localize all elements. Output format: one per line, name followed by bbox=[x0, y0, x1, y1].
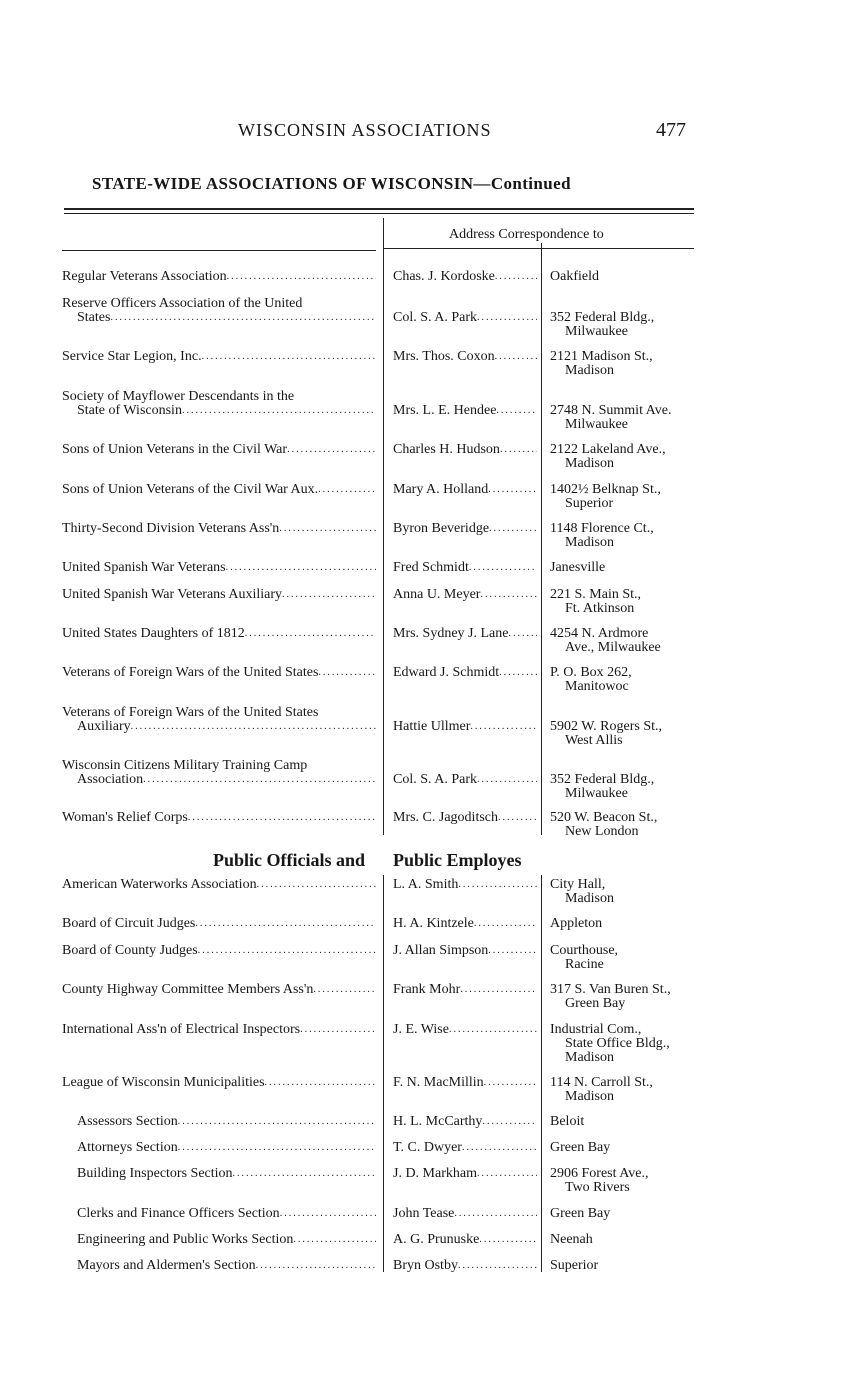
address-line: Madison bbox=[565, 363, 614, 378]
association-name bbox=[77, 1141, 376, 1155]
contact-person bbox=[393, 588, 537, 602]
association-name bbox=[62, 811, 376, 825]
column-divider-4 bbox=[541, 875, 542, 1272]
address-line: 352 Federal Bldg., bbox=[550, 773, 655, 787]
contact-person-name: Col. S. A. Park bbox=[393, 311, 478, 325]
address bbox=[550, 720, 700, 748]
contact-person bbox=[393, 720, 537, 734]
address bbox=[550, 404, 700, 432]
association-name bbox=[62, 983, 376, 997]
column-divider-1 bbox=[383, 218, 384, 835]
address bbox=[550, 983, 700, 1011]
column-divider-2 bbox=[541, 243, 542, 835]
address-line: Ft. Atkinson bbox=[565, 601, 635, 616]
contact-person-name: J. Allan Simpson bbox=[393, 944, 489, 958]
address bbox=[550, 1233, 700, 1247]
association-name-line: County Highway Committee Members Ass'n bbox=[62, 983, 314, 997]
public-officials-heading-left: Public Officials and bbox=[213, 850, 366, 870]
association-name-line: United Spanish War Veterans bbox=[62, 561, 226, 575]
contact-person-name: Charles H. Hudson bbox=[393, 443, 500, 457]
address-line: P. O. Box 262, bbox=[550, 666, 632, 680]
address bbox=[550, 917, 700, 931]
address-line: State Office Bldg., bbox=[565, 1036, 670, 1051]
address-line: Neenah bbox=[550, 1233, 593, 1247]
contact-person bbox=[393, 522, 537, 536]
association-name-line: Veterans of Foreign Wars of the United States bbox=[62, 666, 319, 680]
address bbox=[550, 811, 700, 839]
association-name-line: Board of County Judges bbox=[62, 944, 198, 958]
address bbox=[550, 522, 700, 550]
contact-person bbox=[393, 443, 537, 457]
contact-person bbox=[393, 878, 537, 892]
contact-person bbox=[393, 1259, 537, 1273]
association-name-line: American Waterworks Association bbox=[62, 878, 257, 892]
contact-person-name: A. G. Prunuske bbox=[393, 1233, 480, 1247]
address-line: Superior bbox=[550, 1259, 599, 1273]
association-name-line: Reserve Officers Association of the United bbox=[62, 297, 303, 311]
contact-column-header-rule bbox=[384, 248, 694, 249]
contact-person-name: Edward J. Schmidt bbox=[393, 666, 500, 680]
address-line: Manitowoc bbox=[565, 679, 629, 694]
association-name-line: United Spanish War Veterans Auxiliary bbox=[62, 588, 282, 602]
association-name bbox=[62, 917, 376, 931]
association-name-line: Veterans of Foreign Wars of the United States bbox=[62, 706, 319, 720]
address bbox=[550, 561, 700, 575]
association-name-line: United States Daughters of 1812 bbox=[62, 627, 245, 641]
contact-person bbox=[393, 773, 537, 787]
contact-person-name: T. C. Dwyer bbox=[393, 1141, 462, 1155]
address bbox=[550, 1207, 700, 1221]
contact-person-name: H. L. McCarthy bbox=[393, 1115, 483, 1129]
association-name bbox=[62, 1023, 376, 1037]
contact-person bbox=[393, 666, 537, 680]
address bbox=[550, 878, 700, 906]
contact-person-name: Frank Mohr bbox=[393, 983, 461, 997]
association-name bbox=[62, 666, 376, 680]
contact-person bbox=[393, 1076, 537, 1090]
address bbox=[550, 1115, 700, 1129]
address-line: Courthouse, bbox=[550, 944, 619, 958]
contact-person-name: J. E. Wise bbox=[393, 1023, 449, 1037]
association-name-line: Sons of Union Veterans of the Civil War Aux. bbox=[62, 483, 319, 497]
name-column-header-rule bbox=[62, 250, 376, 251]
address-line: Milwaukee bbox=[565, 417, 628, 432]
association-name bbox=[62, 390, 376, 418]
address-line: 317 S. Van Buren St., bbox=[550, 983, 671, 997]
association-name-line: League of Wisconsin Municipalities bbox=[62, 1076, 265, 1090]
association-name bbox=[62, 627, 376, 641]
address bbox=[550, 1141, 700, 1155]
address-line: 1148 Florence Ct., bbox=[550, 522, 654, 536]
address-line: Superior bbox=[565, 496, 614, 511]
address-line: West Allis bbox=[565, 733, 623, 748]
contact-person bbox=[393, 350, 537, 364]
address-line: 221 S. Main St., bbox=[550, 588, 642, 602]
contact-person bbox=[393, 404, 537, 418]
contact-person-name: H. A. Kintzele bbox=[393, 917, 474, 931]
address-line: Janesville bbox=[550, 561, 606, 575]
address-line: Two Rivers bbox=[565, 1180, 630, 1195]
contact-person bbox=[393, 811, 537, 825]
contact-person-name: Mrs. C. Jagoditsch bbox=[393, 811, 498, 825]
address bbox=[550, 1259, 700, 1273]
contact-person-name: J. D. Markham bbox=[393, 1167, 477, 1181]
address-line: Madison bbox=[565, 456, 614, 471]
address-line: Green Bay bbox=[550, 1141, 611, 1155]
association-name bbox=[62, 350, 376, 364]
contact-person bbox=[393, 1023, 537, 1037]
contact-person bbox=[393, 1207, 537, 1221]
association-name bbox=[62, 297, 376, 325]
association-name-line: Society of Mayflower Descendants in the bbox=[62, 390, 295, 404]
contact-person bbox=[393, 627, 537, 641]
address bbox=[550, 270, 700, 284]
address-line: 520 W. Beacon St., bbox=[550, 811, 658, 825]
association-name bbox=[62, 706, 376, 734]
contact-person-name: Mary A. Holland bbox=[393, 483, 489, 497]
address-line: Madison bbox=[565, 535, 614, 550]
contact-person-name: Hattie Ullmer bbox=[393, 720, 471, 734]
association-name bbox=[62, 588, 376, 602]
association-name-line: Clerks and Finance Officers Section bbox=[77, 1207, 280, 1221]
address-line: Appleton bbox=[550, 917, 603, 931]
contact-person-name: Bryn Ostby bbox=[393, 1259, 458, 1273]
contact-person-name: John Tease bbox=[393, 1207, 455, 1221]
address-line: 4254 N. Ardmore bbox=[550, 627, 649, 641]
address-line: 2748 N. Summit Ave. bbox=[550, 404, 672, 418]
association-name bbox=[62, 878, 376, 892]
association-name-line: Woman's Relief Corps bbox=[62, 811, 188, 825]
address bbox=[550, 588, 700, 616]
address-line: 114 N. Carroll St., bbox=[550, 1076, 653, 1090]
address-line: Madison bbox=[565, 1089, 614, 1104]
address-line: Milwaukee bbox=[565, 786, 628, 801]
address-line: 5902 W. Rogers St., bbox=[550, 720, 663, 734]
address-line: 1402½ Belknap St., bbox=[550, 483, 661, 497]
association-name bbox=[62, 759, 376, 787]
contact-person bbox=[393, 1233, 537, 1247]
address bbox=[550, 350, 700, 378]
address-line: Oakfield bbox=[550, 270, 599, 284]
section-title: STATE-WIDE ASSOCIATIONS OF WISCONSIN—Continued bbox=[92, 174, 571, 193]
address-line: 2121 Madison St., bbox=[550, 350, 653, 364]
contact-person-name: Mrs. Sydney J. Lane bbox=[393, 627, 509, 641]
address-line: Green Bay bbox=[565, 996, 626, 1011]
title-rule-top bbox=[64, 208, 694, 210]
title-rule-bottom bbox=[64, 213, 694, 214]
address bbox=[550, 627, 700, 655]
association-name bbox=[77, 1233, 376, 1247]
association-name bbox=[77, 1115, 376, 1129]
association-name bbox=[62, 443, 376, 457]
address bbox=[550, 944, 700, 972]
contact-person bbox=[393, 270, 537, 284]
association-name-line: Wisconsin Citizens Military Training Camp bbox=[62, 759, 308, 773]
association-name-line: Attorneys Section bbox=[77, 1141, 178, 1155]
address bbox=[550, 1076, 700, 1104]
address-line: 2906 Forest Ave., bbox=[550, 1167, 649, 1181]
address bbox=[550, 443, 700, 471]
address-line: Ave., Milwaukee bbox=[565, 640, 661, 655]
association-name bbox=[62, 944, 376, 958]
address-line: Milwaukee bbox=[565, 324, 628, 339]
address bbox=[550, 666, 700, 694]
contact-person-name: L. A. Smith bbox=[393, 878, 459, 892]
contact-person-name: Mrs. L. E. Hendee bbox=[393, 404, 497, 418]
association-name bbox=[62, 561, 376, 575]
running-title: WISCONSIN ASSOCIATIONS bbox=[238, 120, 492, 140]
contact-person bbox=[393, 311, 537, 325]
association-name-line: Sons of Union Veterans in the Civil War bbox=[62, 443, 288, 457]
association-name bbox=[77, 1167, 376, 1181]
association-name-line: Regular Veterans Association bbox=[62, 270, 227, 284]
association-name-line: Thirty-Second Division Veterans Ass'n bbox=[62, 522, 280, 536]
association-name-line: State of Wisconsin bbox=[77, 403, 182, 418]
contact-person-name: Chas. J. Kordoske bbox=[393, 270, 495, 284]
contact-person-name: F. N. MacMillin bbox=[393, 1076, 484, 1090]
association-name bbox=[62, 483, 376, 497]
association-name bbox=[62, 1076, 376, 1090]
address-line: Industrial Com., bbox=[550, 1023, 642, 1037]
association-name-line: Board of Circuit Judges bbox=[62, 917, 196, 931]
association-name-line: International Ass'n of Electrical Inspectors bbox=[62, 1023, 301, 1037]
contact-person bbox=[393, 1141, 537, 1155]
contact-person-name: Mrs. Thos. Coxon bbox=[393, 350, 495, 364]
association-name-line: Auxiliary bbox=[77, 719, 131, 734]
address bbox=[550, 1023, 700, 1065]
association-name bbox=[77, 1259, 376, 1273]
contact-person-name: Byron Beveridge bbox=[393, 522, 490, 536]
address bbox=[550, 311, 700, 339]
address-line: New London bbox=[565, 824, 639, 839]
association-name-line: Assessors Section bbox=[77, 1115, 178, 1129]
address-line: City Hall, bbox=[550, 878, 606, 892]
association-name-line: States bbox=[77, 310, 111, 325]
contact-person-name: Col. S. A. Park bbox=[393, 773, 478, 787]
association-name-line: Engineering and Public Works Section bbox=[77, 1233, 294, 1247]
association-name-line: Service Star Legion, Inc. bbox=[62, 350, 202, 364]
contact-person bbox=[393, 561, 537, 575]
column-header-address-correspondence: Address Correspondence to bbox=[449, 227, 604, 242]
association-name bbox=[62, 270, 376, 284]
association-name bbox=[77, 1207, 376, 1221]
contact-person bbox=[393, 1115, 537, 1129]
address-line: 2122 Lakeland Ave., bbox=[550, 443, 666, 457]
association-name-line: Building Inspectors Section bbox=[77, 1167, 233, 1181]
association-name-line: Association bbox=[77, 772, 144, 787]
address-line: Beloit bbox=[550, 1115, 585, 1129]
address bbox=[550, 483, 700, 511]
page-number: 477 bbox=[656, 119, 686, 141]
address-line: Racine bbox=[565, 957, 604, 972]
association-name bbox=[62, 522, 376, 536]
association-name-line: Mayors and Aldermen's Section bbox=[77, 1259, 256, 1273]
address-line: 352 Federal Bldg., bbox=[550, 311, 655, 325]
address bbox=[550, 1167, 700, 1195]
public-officials-heading-right: Public Employes bbox=[393, 850, 522, 870]
address-line: Madison bbox=[565, 1050, 614, 1065]
contact-person bbox=[393, 483, 537, 497]
contact-person bbox=[393, 917, 537, 931]
contact-person-name: Fred Schmidt bbox=[393, 561, 469, 575]
contact-person-name: Anna U. Meyer bbox=[393, 588, 481, 602]
contact-person bbox=[393, 1167, 537, 1181]
address-line: Green Bay bbox=[550, 1207, 611, 1221]
contact-person bbox=[393, 983, 537, 997]
contact-person bbox=[393, 944, 537, 958]
address bbox=[550, 773, 700, 801]
column-divider-3 bbox=[383, 875, 384, 1272]
address-line: Madison bbox=[565, 891, 614, 906]
